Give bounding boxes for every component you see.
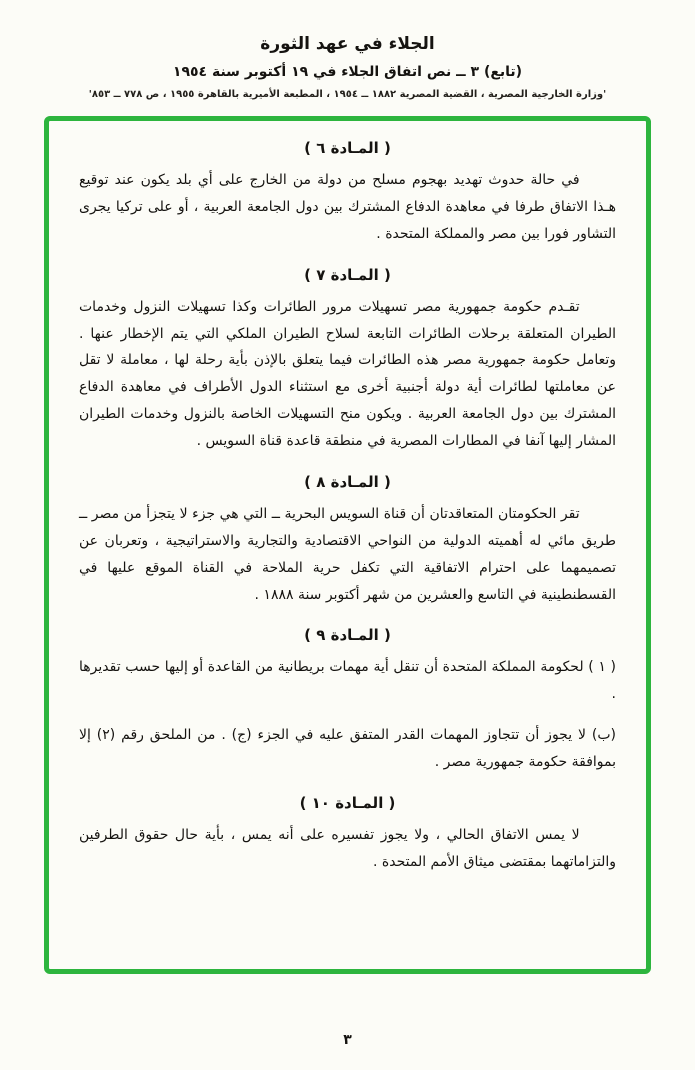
article-9-item-1: ( ١ ) لحكومة المملكة المتحدة أن تنقل أية مهمات بريطانية من القاعدة أو إليها حسب تقديرها . [79,659,616,703]
document-subtitle: (تابع) ٣ ــ نص اتفاق الجلاء في ١٩ أكتوبر سنة ١٩٥٤ [172,64,523,80]
article-7-heading: ( المـادة ٧ ) [304,265,391,284]
article-8 [79,473,616,609]
article-10-heading: ( المـادة ١٠ ) [299,793,396,812]
page-header [0,0,695,100]
article-10 [79,794,616,876]
article-7 [79,266,616,455]
article-6-heading: ( المـادة ٦ ) [304,139,391,157]
highlight-border-box [44,116,651,974]
article-8-heading: ( المـادة ٨ ) [304,472,391,491]
page-number: ٣ [343,1032,352,1048]
article-6 [79,139,616,248]
document-title: الجلاء في عهد الثورة [260,34,435,54]
article-7-paragraph: تقـدم حكومة جمهورية مصر تسهيلات مرور الطائرات وكذا تسهيلات النزول وخدمات الطيران المتعلقة برحلات الطائرات التابعة لسلاح الطيران الملكي التي يتم الإخطار عنها . وتعامل حكومة جمهورية مصر هذه الطائرات فيما يتعلق بالإذن بأية رحلة لها ، معاملة لا تقل عن معاملتها لطائرات أية دولة أجنبية أخرى مع استثناء الدول الأطراف في معاهدة الدفاع المشترك بين دول الجامعة العربية . ويكون منح التسهيلات الخاصة بالنزول وخدمات الطيران المشار إليها آنفا في المطارات المصرية في منطقة قاعدة قناة السويس . [79,298,616,449]
article-9-heading: ( المـادة ٩ ) [304,626,391,645]
article-8-paragraph: تقر الحكومتان المتعاقدتان أن قناة السويس البحرية ــ التي هي جزء لا يتجزأ من مصر ــ طريق مائي له أهميته الدولية من النواحي الاقتصادية والتجارية والاستراتيجية ، وتعربان عن تصميمهما على احترام الاتفاقية التي تكفل حرية الملاحة في القناة الموقع عليها في القسطنطينية في التاسع والعشرين من شهر أكتوبر سنة ١٨٨٨ . [79,505,616,603]
article-9 [79,626,616,776]
article-10-paragraph: لا يمس الاتفاق الحالي ، ولا يجوز تفسيره على أنه يمس ، بأية حال حقوق الطرفين والتزاماتهما بمقتضى ميثاق الأمم المتحدة . [79,826,616,870]
source-citation: 'وزارة الخارجية المصرية ، القضية المصرية ١٨٨٢ ــ ١٩٥٤ ، المطبعة الأميرية بالقاهرة ١٩٥٥ ، ص ٧٧٨ ــ ٨٥٣' [88,89,607,100]
page-footer [0,1029,695,1048]
article-6-paragraph: في حالة حدوث تهديد بهجوم مسلح من دولة من الخارج على أي بلد يكون عند توقيع هـذا الاتفاق طرفا في معاهدة الدفاع المشترك بين دول الجامعة العربية ، أو على تركيا يجرى التشاور فورا بين مصر والمملكة المتحدة . [79,172,616,242]
article-9-item-2: (ب) لا يجوز أن تتجاوز المهمات القدر المتفق عليه في الجزء (ج) . من الملحق رقم (٢) إلا بموافقة حكومة جمهورية مصر . [79,727,616,770]
